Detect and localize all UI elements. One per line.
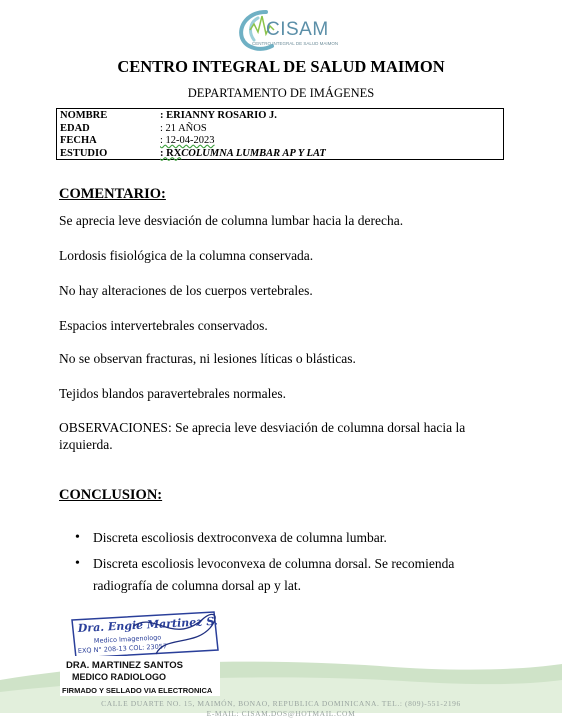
field-value: COLUMNA LUMBAR AP Y LAT — [181, 147, 326, 159]
signature-note: FIRMADO Y SELLADO VIA ELECTRONICA — [62, 686, 213, 695]
logo-subtitle: CENTRO INTEGRAL DE SALUD MAIMON — [252, 41, 339, 46]
field-label: NOMBRE — [60, 110, 108, 121]
stamp-name: Dra. Engie Martinez S. — [77, 614, 218, 635]
comment-paragraph: Lordosis fisiológica de la columna conservada. — [59, 248, 314, 263]
field-value: : 12-04-2023 — [160, 135, 215, 146]
footer-address: CALLE DUARTE NO. 15, MAIMÓN, BONAO, REPUBLICA DOMINICANA. TEL.: (809)-551-2196 — [101, 699, 461, 708]
doctor-name: DRA. MARTINEZ SANTOS — [66, 660, 183, 671]
field-value: : 21 AÑOS — [160, 122, 207, 134]
field-date — [60, 135, 500, 148]
logo-text: CISAM — [266, 19, 329, 40]
list-item: • Discreta escoliosis levoconvexa de columna dorsal. Se recomienda radiografía de columna dorsal ap y lat. — [59, 553, 509, 597]
department-title: DEPARTAMENTO DE IMÁGENES — [187, 86, 375, 100]
field-label: ESTUDIO — [60, 147, 108, 159]
comment-paragraph: No se observan fracturas, ni lesiones líticas o blásticas. — [59, 351, 356, 366]
comment-heading: COMENTARIO: — [59, 186, 166, 202]
observations-paragraph: OBSERVACIONES: Se aprecia leve desviación de columna dorsal hacia la izquierda. — [59, 420, 466, 452]
field-name — [60, 110, 500, 123]
stamp-role: Medico Imagenologo — [93, 633, 162, 645]
footer-email: E-MAIL: CISAM.DOS@HOTMAIL.COM — [206, 709, 356, 718]
patient-info-box — [56, 108, 504, 160]
comment-paragraph: No hay alteraciones de los cuerpos vertebrales. — [59, 283, 313, 298]
field-age — [60, 123, 500, 136]
doctor-role: MEDICO RADIOLOGO — [72, 672, 166, 682]
field-label: EDAD — [60, 122, 90, 134]
field-value-prefix: : RX — [160, 147, 182, 159]
field-label: FECHA — [60, 135, 97, 146]
comment-paragraph: Tejidos blandos paravertebrales normales. — [59, 386, 286, 401]
comment-paragraph: Se aprecia leve desviación de columna lumbar hacia la derecha. — [59, 213, 404, 228]
list-item: • Discreta escoliosis dextroconvexa de columna lumbar. — [59, 527, 509, 549]
conclusion-heading: CONCLUSION: — [59, 487, 163, 503]
field-value: : ERIANNY ROSARIO J. — [160, 110, 277, 121]
comment-paragraph: Espacios intervertebrales conservados. — [59, 318, 268, 333]
conclusion-list — [59, 527, 509, 601]
page-title: CENTRO INTEGRAL DE SALUD MAIMON — [117, 57, 445, 76]
stamp-exequatur: EXQ N° 208-13 COL: 23057 — [77, 642, 168, 655]
field-study — [60, 148, 500, 161]
